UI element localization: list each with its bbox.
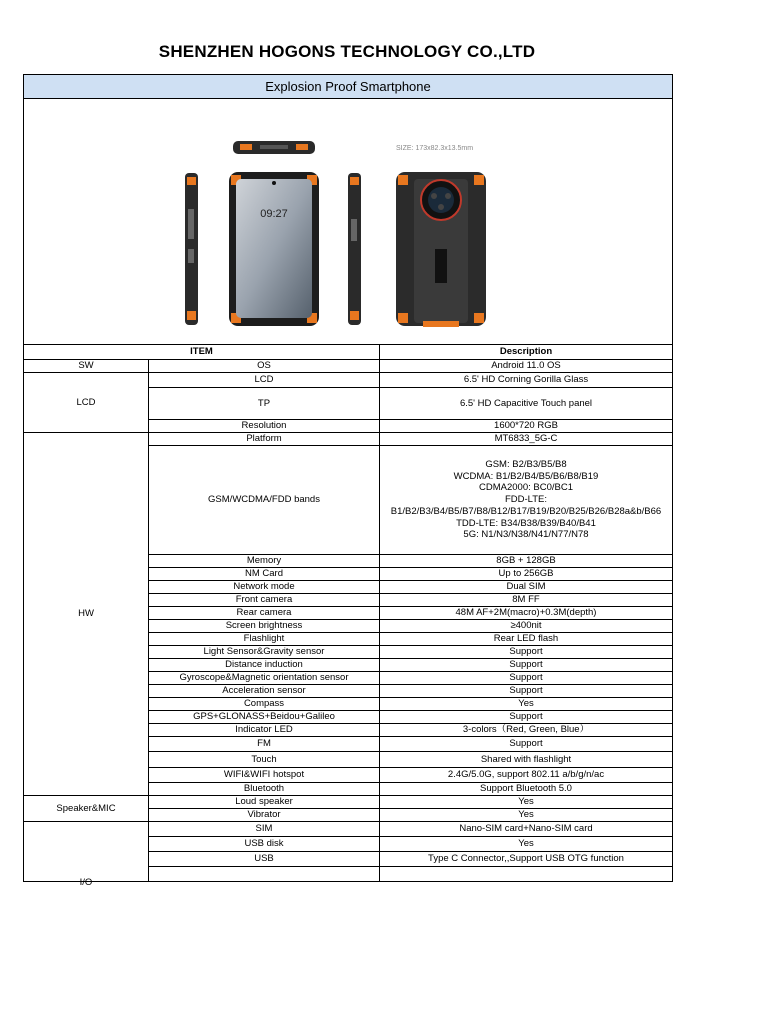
band-line: CDMA2000: BC0/BC1	[479, 482, 573, 494]
item-bluetooth: Bluetooth	[149, 783, 380, 796]
company-title: SHENZHEN HOGONS TECHNOLOGY CO.,LTD	[158, 42, 536, 61]
item-wifi: WIFI&WIFI hotspot	[149, 768, 380, 783]
band-line: FDD-LTE:	[504, 494, 548, 506]
value-memory: 8GB + 128GB	[380, 555, 673, 568]
item-compass: Compass	[149, 698, 380, 711]
value-gyroscope: Support	[380, 672, 673, 685]
item-touch: Touch	[149, 752, 380, 768]
value-nm-card: Up to 256GB	[380, 568, 673, 581]
item-blank	[149, 867, 380, 882]
header-item: ITEM	[24, 345, 380, 360]
spec-sheet	[23, 74, 672, 886]
value-sim: Nano-SIM card+Nano-SIM card	[380, 822, 673, 837]
item-light-gravity-sensor: Light Sensor&Gravity sensor	[149, 646, 380, 659]
value-screen-brightness: ≥400nit	[380, 620, 673, 633]
size-note: SIZE: 173x82.3x13.5mm	[396, 145, 474, 152]
header-description: Description	[380, 345, 673, 360]
value-tp: 6.5' HD Capacitive Touch panel	[380, 388, 673, 420]
item-resolution: Resolution	[149, 420, 380, 433]
screen-clock: 09:27	[260, 208, 288, 220]
item-usb-disk: USB disk	[149, 837, 380, 852]
phone-top-view	[233, 141, 315, 154]
value-os: Android 11.0 OS	[380, 360, 673, 373]
group-lcd: LCD	[24, 373, 149, 433]
value-network-mode: Dual SIM	[380, 581, 673, 594]
value-bands	[380, 446, 673, 555]
product-title: Explosion Proof Smartphone	[24, 75, 673, 99]
spec-table	[23, 74, 673, 886]
value-platform: MT6833_5G-C	[380, 433, 673, 446]
item-memory: Memory	[149, 555, 380, 568]
item-sim: SIM	[149, 822, 380, 837]
value-touch: Shared with flashlight	[380, 752, 673, 768]
item-network-mode: Network mode	[149, 581, 380, 594]
value-acceleration-sensor: Support	[380, 685, 673, 698]
item-loud-speaker: Loud speaker	[149, 796, 380, 809]
group-io-label: I/O	[79, 877, 93, 886]
item-tp: TP	[149, 388, 380, 420]
band-line: GSM: B2/B3/B5/B8	[485, 458, 567, 470]
item-indicator-led: Indicator LED	[149, 724, 380, 737]
phone-back-view	[396, 172, 486, 327]
value-wifi: 2.4G/5.0G, support 802.11 a/b/g/n/ac	[380, 768, 673, 783]
item-screen-brightness: Screen brightness	[149, 620, 380, 633]
item-fm: FM	[149, 737, 380, 752]
value-resolution: 1600*720 RGB	[380, 420, 673, 433]
item-bands: GSM/WCDMA/FDD bands	[149, 446, 380, 555]
value-distance-induction: Support	[380, 659, 673, 672]
value-indicator-led: 3-colors（Red, Green, Blue）	[380, 724, 673, 737]
band-line: TDD-LTE: B34/B38/B39/B40/B41	[456, 517, 596, 529]
phone-left-side-view	[185, 173, 198, 325]
phone-right-side-view	[348, 173, 361, 325]
value-blank	[380, 867, 673, 882]
value-flashlight: Rear LED flash	[380, 633, 673, 646]
value-rear-camera: 48M AF+2M(macro)+0.3M(depth)	[380, 607, 673, 620]
group-sw: SW	[24, 360, 149, 373]
value-compass: Yes	[380, 698, 673, 711]
value-fm: Support	[380, 737, 673, 752]
item-vibrator: Vibrator	[149, 809, 380, 822]
item-usb: USB	[149, 852, 380, 867]
phone-front-view	[229, 172, 319, 326]
item-lcd: LCD	[149, 373, 380, 388]
band-line: B1/B2/B3/B4/B5/B7/B8/B12/B17/B19/B20/B25/B26/B28a&b/B66	[390, 505, 662, 517]
item-rear-camera: Rear camera	[149, 607, 380, 620]
value-loud-speaker: Yes	[380, 796, 673, 809]
value-lcd: 6.5' HD Corning Gorilla Glass	[380, 373, 673, 388]
group-hw: HW	[24, 433, 149, 796]
value-usb: Type C Connector,,Support USB OTG function	[380, 852, 673, 867]
item-os: OS	[149, 360, 380, 373]
group-speaker-mic: Speaker&MIC	[24, 796, 149, 822]
value-front-camera: 8M FF	[380, 594, 673, 607]
value-usb-disk: Yes	[380, 837, 673, 852]
item-nm-card: NM Card	[149, 568, 380, 581]
value-vibrator: Yes	[380, 809, 673, 822]
item-gyroscope: Gyroscope&Magnetic orientation sensor	[149, 672, 380, 685]
value-light-gravity-sensor: Support	[380, 646, 673, 659]
item-platform: Platform	[149, 433, 380, 446]
item-flashlight: Flashlight	[149, 633, 380, 646]
item-distance-induction: Distance induction	[149, 659, 380, 672]
item-gps: GPS+GLONASS+Beidou+Galileo	[149, 711, 380, 724]
group-io	[24, 822, 149, 886]
value-gps: Support	[380, 711, 673, 724]
value-bluetooth: Support Bluetooth 5.0	[380, 783, 673, 796]
item-acceleration-sensor: Acceleration sensor	[149, 685, 380, 698]
band-line: WCDMA: B1/B2/B4/B5/B6/B8/B19	[453, 470, 599, 482]
item-front-camera: Front camera	[149, 594, 380, 607]
phone-views-illustration	[24, 99, 673, 344]
band-line: 5G: N1/N3/N38/N41/N77/N78	[463, 529, 589, 541]
product-image	[24, 99, 673, 345]
